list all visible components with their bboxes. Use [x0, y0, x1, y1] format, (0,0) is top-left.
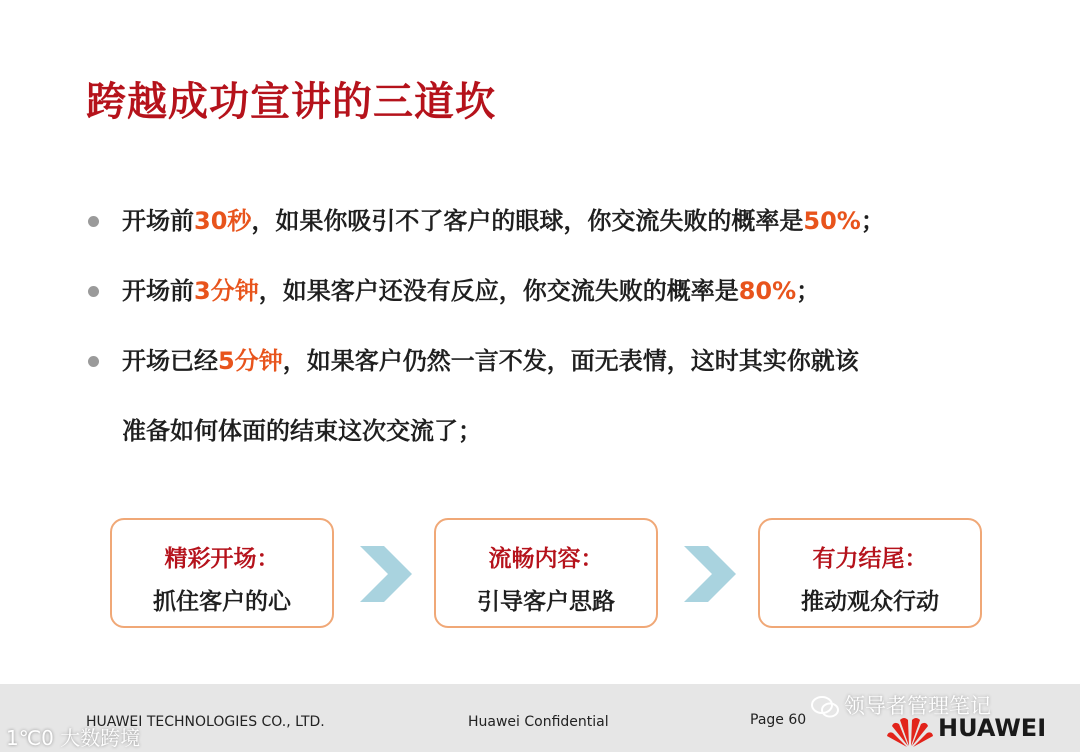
bullet-text: ； [796, 277, 821, 305]
huawei-logo-icon [886, 714, 934, 748]
highlight-time: 5分钟 [218, 347, 283, 375]
huawei-logo-text: HUAWEI [938, 714, 1047, 742]
flow-box-ending [758, 518, 982, 628]
flow-box-opening [110, 518, 334, 628]
flow-box-text: 引导客户思路 [477, 589, 615, 615]
flow-box-heading: 有力结尾： [812, 546, 928, 572]
highlight-time: 30秒 [194, 207, 252, 235]
chevron-right-icon [358, 544, 414, 604]
bullet-text: 开场前 [122, 277, 194, 305]
slide-title: 跨越成功宣讲的三道坎 [86, 79, 496, 125]
watermark-left [6, 722, 140, 751]
watermark-left-text: 大数跨境 [60, 726, 141, 750]
bullet-item-3 [86, 326, 1026, 466]
bullet-text: ，如果客户仍然一言不发，面无表情，这时其实你就该 [282, 347, 859, 375]
bullet-item-2 [86, 256, 1026, 326]
bullet-list [86, 186, 1026, 466]
highlight-percent: 80% [738, 277, 797, 305]
bullet-dot [88, 286, 99, 297]
bullet-text: 开场已经 [122, 347, 218, 375]
process-flow [110, 518, 990, 634]
flow-box-heading: 精彩开场： [164, 546, 280, 572]
bullet-text-continued: 准备如何体面的结束这次交流了； [122, 417, 482, 445]
bullet-dot [88, 356, 99, 367]
highlight-time: 3分钟 [194, 277, 259, 305]
chevron-right-icon [682, 544, 738, 604]
bullet-item-1 [86, 186, 1026, 256]
flow-box-text: 推动观众行动 [801, 589, 939, 615]
bullet-dot [88, 216, 99, 227]
footer-page-number: Page 60 [750, 712, 807, 728]
bullet-text: ； [860, 207, 885, 235]
flow-box-content [434, 518, 658, 628]
flow-box-heading: 流畅内容： [488, 546, 604, 572]
watermark-right-text: 领导者管理笔记 [844, 694, 991, 718]
footer-company: HUAWEI TECHNOLOGIES CO., LTD. [86, 714, 325, 730]
wechat-icon [810, 695, 840, 719]
highlight-percent: 50% [803, 207, 861, 235]
watermark-left-mark: 1℃0 [6, 726, 54, 750]
footer-confidential: Huawei Confidential [468, 714, 609, 730]
bullet-text: ，如果客户还没有反应，你交流失败的概率是 [258, 277, 739, 305]
bullet-text: 开场前 [122, 207, 194, 235]
slide-footer [0, 684, 1080, 752]
bullet-text: ，如果你吸引不了客户的眼球，你交流失败的概率是 [251, 207, 804, 235]
flow-box-text: 抓住客户的心 [153, 589, 291, 615]
